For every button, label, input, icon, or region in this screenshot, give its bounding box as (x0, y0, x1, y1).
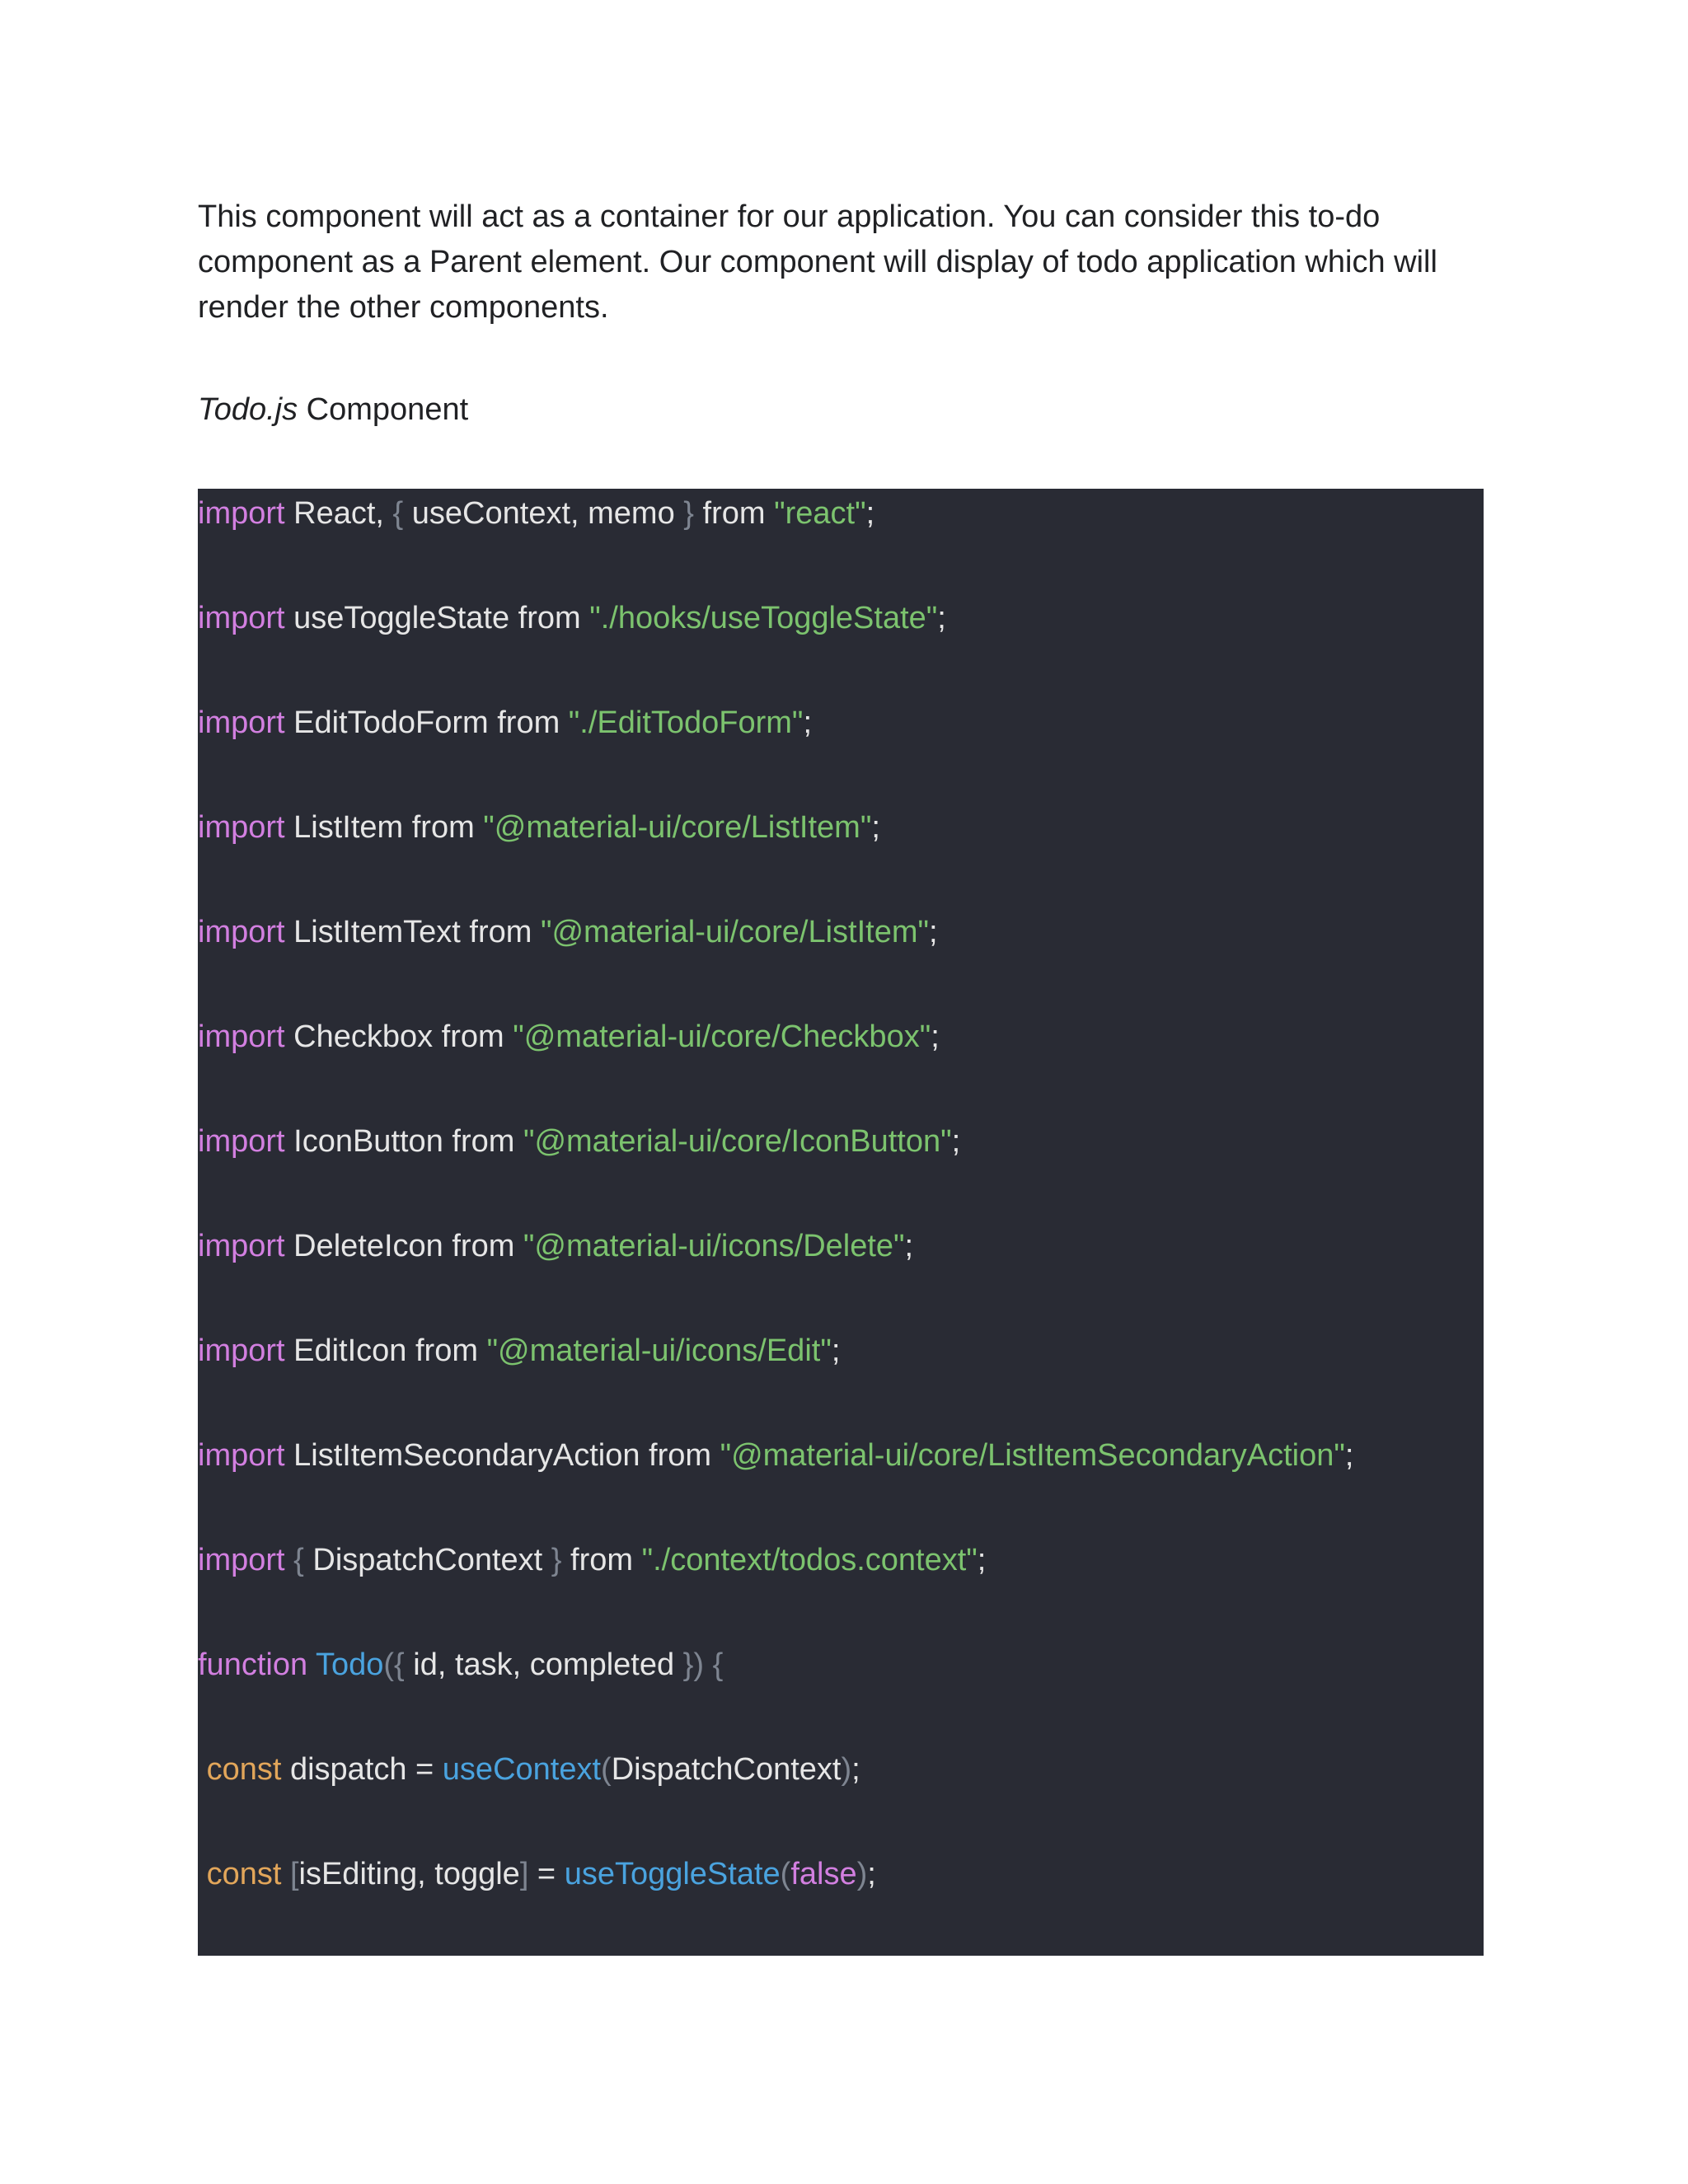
code-token: "./EditTodoForm" (568, 705, 804, 740)
code-token: const (206, 1752, 282, 1787)
code-token: id, task, completed (404, 1647, 683, 1682)
code-token: [ (289, 1857, 299, 1891)
code-token: useToggleState from (284, 601, 590, 635)
code-line (198, 1640, 723, 1690)
code-line (198, 1012, 940, 1062)
code-token: } (683, 496, 694, 531)
code-token: import (198, 496, 285, 531)
code-token: ListItemSecondaryAction from (284, 1438, 720, 1473)
code-token: "@material-ui/core/IconButton" (523, 1124, 952, 1159)
code-token: import (198, 1019, 285, 1054)
code-token: useContext (442, 1752, 602, 1787)
code-token: false (790, 1857, 857, 1891)
code-token: ; (904, 1229, 914, 1263)
code-token: "./context/todos.context" (641, 1543, 978, 1577)
code-token: useToggleState (564, 1857, 781, 1891)
code-token: "@material-ui/core/ListItemSecondaryAction" (720, 1438, 1345, 1473)
code-token: ListItem from (284, 810, 484, 845)
code-token: IconButton from (284, 1124, 523, 1159)
code-line (198, 489, 874, 538)
code-block (198, 489, 1484, 1956)
code-token: { (712, 1647, 724, 1682)
code-token: ; (867, 1857, 876, 1891)
code-line (198, 1221, 913, 1271)
code-token: ( (780, 1857, 791, 1891)
code-token: ) (856, 1857, 868, 1891)
code-token: DeleteIcon from (284, 1229, 523, 1263)
code-token: "./hooks/useToggleState" (589, 601, 938, 635)
code-token: import (198, 1438, 285, 1473)
code-token: import (198, 601, 285, 635)
code-token: ({ (383, 1647, 405, 1682)
code-token: "@material-ui/icons/Edit" (486, 1333, 832, 1368)
code-line (198, 1849, 876, 1899)
code-token: React, (284, 496, 393, 531)
code-token: "@material-ui/icons/Delete" (523, 1229, 905, 1263)
code-token: Checkbox from (284, 1019, 513, 1054)
code-token: "@material-ui/core/ListItem" (483, 810, 872, 845)
code-caption-suffix: Component (298, 392, 469, 427)
code-token (198, 1857, 207, 1891)
code-token: ; (931, 1019, 940, 1054)
code-token: ( (601, 1752, 612, 1787)
intro-paragraph: This component will act as a container for our application. You can consider this to-do component as a Parent element. Our component will display of todo application which will render the other components. (198, 199, 1437, 325)
code-token: ; (871, 810, 880, 845)
code-caption (198, 387, 468, 433)
code-token: import (198, 1124, 285, 1159)
code-line (198, 803, 880, 852)
code-token: ] (519, 1857, 529, 1891)
code-token: ; (977, 1543, 987, 1577)
code-token: ; (929, 915, 938, 949)
code-line (198, 907, 938, 957)
code-token: EditTodoForm from (284, 705, 569, 740)
code-token: ; (937, 601, 946, 635)
code-line (198, 593, 946, 643)
code-token: ; (1344, 1438, 1354, 1473)
code-token (704, 1647, 713, 1682)
code-line (198, 1535, 986, 1585)
code-token (198, 1752, 207, 1787)
code-token: { (293, 1543, 304, 1577)
code-token: ListItemText from (284, 915, 541, 949)
code-token: "react" (774, 496, 866, 531)
code-token: Todo (315, 1647, 384, 1682)
code-token: }) (682, 1647, 705, 1682)
code-token: ; (851, 1752, 860, 1787)
code-token: ) (841, 1752, 852, 1787)
code-token: function (198, 1647, 308, 1682)
code-line (198, 1745, 860, 1794)
code-token: useContext, memo (403, 496, 684, 531)
code-token: { (392, 496, 404, 531)
code-token: import (198, 810, 285, 845)
code-token: from (561, 1543, 642, 1577)
code-token (281, 1857, 290, 1891)
code-token: EditIcon from (284, 1333, 487, 1368)
code-token: import (198, 705, 285, 740)
code-line (198, 1326, 840, 1376)
code-token: from (693, 496, 775, 531)
code-token: "@material-ui/core/Checkbox" (513, 1019, 931, 1054)
code-token: = (528, 1857, 565, 1891)
code-token: "@material-ui/core/ListItem" (540, 915, 929, 949)
code-token: ; (831, 1333, 841, 1368)
code-token: import (198, 915, 285, 949)
code-line (198, 698, 812, 748)
code-token (307, 1647, 316, 1682)
code-token: dispatch = (281, 1752, 443, 1787)
code-token (285, 1543, 294, 1577)
code-filename: Todo.js (198, 392, 298, 427)
code-token: isEditing, toggle (298, 1857, 520, 1891)
code-line (198, 1117, 960, 1166)
code-token: import (198, 1229, 285, 1263)
code-token: } (551, 1543, 562, 1577)
code-token: ; (951, 1124, 961, 1159)
code-token: ; (803, 705, 812, 740)
code-token: DispatchContext (303, 1543, 551, 1577)
code-token: const (206, 1857, 282, 1891)
code-token: ; (865, 496, 875, 531)
code-line (198, 1431, 1353, 1480)
code-token: DispatchContext (611, 1752, 842, 1787)
code-token: import (198, 1543, 285, 1577)
code-token: import (198, 1333, 285, 1368)
